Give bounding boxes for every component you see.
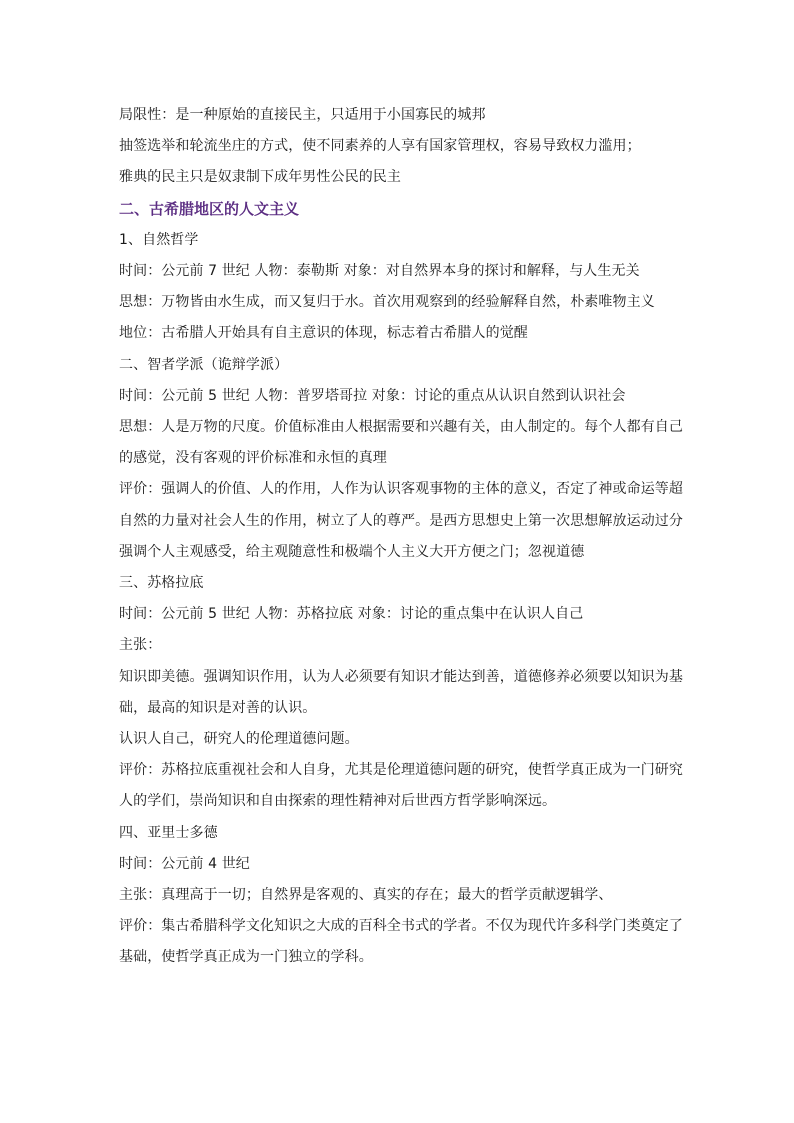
subsection-title: 四、亚里士多德 (119, 824, 218, 841)
text-line: 基础，使哲学真正成为一门独立的学科。 (119, 949, 373, 966)
text-line: 评价：强调人的价值、人的作用，人作为认识客观事物的主体的意义，否定了神或命运等超 (119, 481, 683, 498)
text-line: 强调个人主观感受，给主观随意性和极端个人主义大开方便之门；忽视道德 (119, 543, 585, 560)
document-page (119, 100, 683, 974)
text-line: 主张：真理高于一切；自然界是客观的、真实的存在；最大的哲学贡献逻辑学、 (119, 887, 613, 904)
text-line: 地位：古希腊人开始具有自主意识的体现，标志着古希腊人的觉醒 (119, 325, 528, 342)
subsection-title: 二、智者学派（诡辩学派） (119, 356, 289, 373)
text-line: 思想：人是万物的尺度。价值标准由人根据需要和兴趣有关，由人制定的。每个人都有自己 (119, 419, 683, 436)
subsection-title: 1、自然哲学 (119, 231, 199, 248)
text-line: 雅典的民主只是奴隶制下成年男性公民的民主 (119, 169, 401, 186)
text-line: 评价：集古希腊科学文化知识之大成的百科全书式的学者。不仅为现代许多科学门类奠定了 (119, 918, 683, 935)
text-line: 础，最高的知识是对善的认识。 (119, 699, 317, 716)
subsection-title: 三、苏格拉底 (119, 575, 204, 592)
text-line: 局限性：是一种原始的直接民主，只适用于小国寡民的城邦 (119, 107, 486, 123)
text-line: 知识即美德。强调知识作用，认为人必须要有知识才能达到善，道德修养必须要以知识为基 (119, 668, 683, 685)
text-line: 人的学们，崇尚知识和自由探索的理性精神对后世西方哲学影响深远。 (119, 793, 557, 810)
text-line: 时间：公元前 4 世纪 (119, 855, 250, 872)
text-line: 主张： (119, 637, 162, 654)
section-heading: 二、古希腊地区的人文主义 (119, 199, 300, 218)
text-line: 评价：苏格拉底重视社会和人自身，尤其是伦理道德问题的研究，使哲学真正成为一门研究 (119, 762, 683, 779)
text-line: 时间：公元前 5 世纪 人物：苏格拉底 对象：讨论的重点集中在认识人自己 (119, 606, 584, 623)
text-line: 的感觉，没有客观的评价标准和永恒的真理 (119, 450, 387, 467)
text-line: 时间：公元前 5 世纪 人物：普罗塔哥拉 对象：讨论的重点从认识自然到认识社会 (119, 387, 626, 404)
text-line: 认识人自己，研究人的伦理道德问题。 (119, 731, 359, 748)
text-line: 抽签选举和轮流坐庄的方式，使不同素养的人享有国家管理权，容易导致权力滥用； (119, 138, 641, 155)
text-line: 自然的力量对社会人生的作用，树立了人的尊严。是西方思想史上第一次思想解放运动过分 (119, 512, 683, 529)
text-line: 时间：公元前 7 世纪 人物：泰勒斯 对象：对自然界本身的探讨和解释，与人生无关 (119, 263, 640, 280)
text-line: 思想：万物皆由水生成，而又复归于水。首次用观察到的经验解释自然，朴素唯物主义 (119, 294, 655, 311)
